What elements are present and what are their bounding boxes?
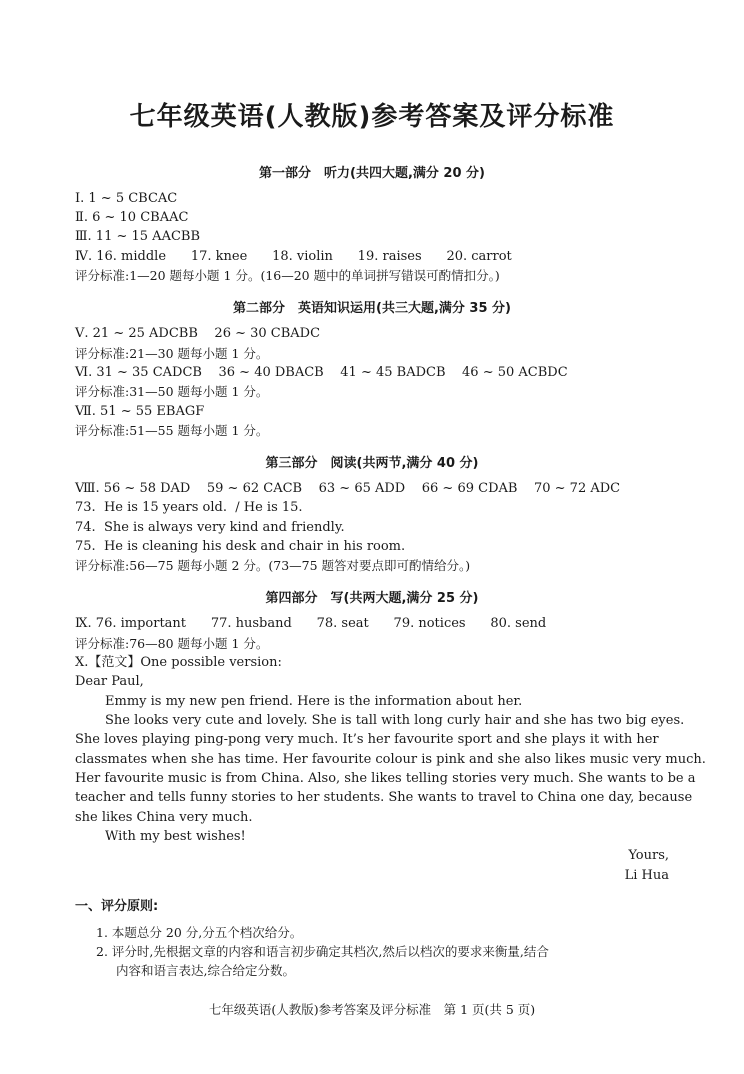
- scoring-principles-heading: 一、评分原则:: [75, 899, 159, 914]
- letter-signature-name: Li Hua: [624, 868, 669, 883]
- answer-line-5: Ⅴ. 21 ~ 25 ADCBB 26 ~ 30 CBADC: [75, 326, 321, 341]
- scoring-note-6: 评分标准:76—80 题每小题 1 分。: [75, 636, 269, 651]
- answer-line-8: Ⅷ. 56 ~ 58 DAD 59 ~ 62 CACB 63 ~ 65 ADD 66 ~ 69 CDAB 70 ~ 72 ADC: [75, 481, 621, 496]
- section-heading-knowledge: 第二部分 英语知识运用(共三大题,满分 35 分): [233, 301, 511, 316]
- letter-closing-wishes: With my best wishes!: [105, 829, 246, 844]
- letter-body-line-6: she likes China very much.: [75, 810, 253, 825]
- letter-sign-off: Yours,: [628, 848, 669, 863]
- answer-line-75: 75. He is cleaning his desk and chair in his room.: [75, 539, 406, 554]
- section-heading-reading: 第三部分 阅读(共两节,满分 40 分): [265, 456, 479, 471]
- letter-greeting: Dear Paul,: [75, 674, 144, 689]
- answer-line-6: Ⅵ. 31 ~ 35 CADCB 36 ~ 40 DBACB 41 ~ 45 BADCB 46 ~ 50 ACBDC: [75, 365, 568, 380]
- answer-line-1: Ⅰ. 1 ~ 5 CBCAC: [75, 191, 178, 206]
- answer-line-4: Ⅳ. 16. middle 17. knee 18. violin 19. raises 20. carrot: [75, 249, 512, 264]
- page-title: 七年级英语(人教版)参考答案及评分标准: [129, 102, 615, 132]
- answer-line-2: Ⅱ. 6 ~ 10 CBAAC: [75, 210, 189, 225]
- scoring-note-5: 评分标准:56—75 题每小题 2 分。(73—75 题答对要点即可酌情给分。): [75, 558, 471, 573]
- scoring-principle-1: 1. 本题总分 20 分,分五个档次给分。: [96, 925, 303, 940]
- scoring-principle-2-cont: 内容和语言表达,综合给定分数。: [116, 963, 295, 978]
- letter-body-line-2: She loves playing ping-pong very much. It’s her favourite sport and she plays it with her: [75, 732, 659, 747]
- section-heading-writing: 第四部分 写(共两大题,满分 25 分): [265, 591, 479, 606]
- scoring-note-1: 评分标准:1—20 题每小题 1 分。(16—20 题中的单词拼写错误可酌情扣分。): [75, 268, 500, 283]
- letter-body-line-5: teacher and tells funny stories to her students. She wants to travel to China one day, because: [75, 790, 693, 805]
- letter-body-line-3: classmates when she has time. Her favourite colour is pink and she also likes music very much.: [75, 752, 706, 767]
- scoring-note-4: 评分标准:51—55 题每小题 1 分。: [75, 423, 269, 438]
- sample-essay-heading: Ⅹ.【范文】One possible version:: [75, 655, 282, 670]
- letter-body-line-1: She looks very cute and lovely. She is tall with long curly hair and she has two big eyes.: [105, 713, 685, 728]
- scoring-note-3: 评分标准:31—50 题每小题 1 分。: [75, 384, 269, 399]
- section-heading-listening: 第一部分 听力(共四大题,满分 20 分): [259, 166, 485, 181]
- answer-line-73: 73. He is 15 years old. / He is 15.: [75, 500, 303, 515]
- answer-line-9: Ⅸ. 76. important 77. husband 78. seat 79. notices 80. send: [75, 616, 547, 631]
- answer-line-3: Ⅲ. 11 ~ 15 AACBB: [75, 229, 201, 244]
- answer-line-74: 74. She is always very kind and friendly.: [75, 520, 345, 535]
- scoring-note-2: 评分标准:21—30 题每小题 1 分。: [75, 346, 269, 361]
- page-footer: 七年级英语(人教版)参考答案及评分标准 第 1 页(共 5 页): [208, 1002, 536, 1017]
- letter-body-line-4: Her favourite music is from China. Also, she likes telling stories very much. She wants to be a: [75, 771, 696, 786]
- answer-line-7: Ⅶ. 51 ~ 55 EBAGF: [75, 404, 205, 419]
- letter-paragraph-1: Emmy is my new pen friend. Here is the information about her.: [105, 694, 523, 709]
- scoring-principle-2: 2. 评分时,先根据文章的内容和语言初步确定其档次,然后以档次的要求来衡量,结合: [96, 944, 549, 959]
